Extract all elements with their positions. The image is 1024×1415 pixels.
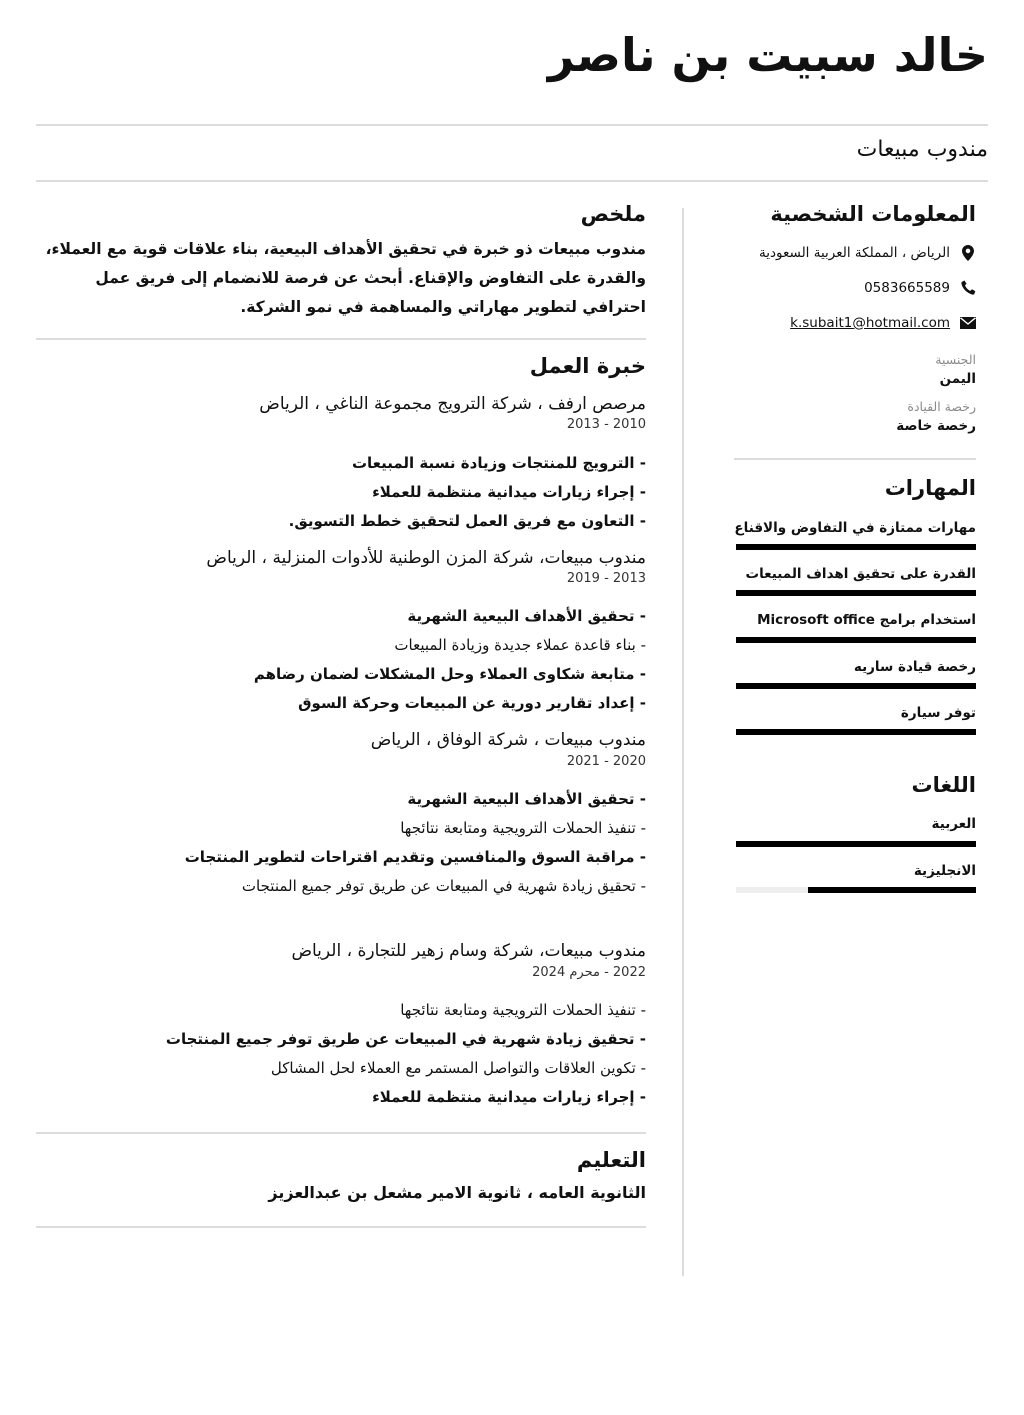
skill-bar xyxy=(736,683,976,689)
skill-bar xyxy=(736,544,976,550)
skill-bar-fill xyxy=(736,544,976,550)
duty-list xyxy=(36,785,646,901)
job-heading: مندوب مبيعات، شركة المزن الوطنية للأدوات المنزلية ، الرياض xyxy=(206,547,646,568)
contact-list xyxy=(734,235,976,340)
job-title: مندوب مبيعات xyxy=(856,137,988,162)
email-link[interactable]: k.subait1@hotmail.com xyxy=(790,314,950,331)
skills-heading: المهارات xyxy=(884,476,976,501)
duty-list xyxy=(36,449,646,536)
email-icon xyxy=(960,317,976,329)
job-heading: مندوب مبيعات، شركة وسام زهير للتجارة ، الرياض xyxy=(291,941,646,962)
contact-phone xyxy=(734,270,976,305)
skill-bar xyxy=(736,637,976,643)
driving-license-value: رخصة خاصة xyxy=(896,418,976,435)
main-column xyxy=(36,200,646,1240)
skill-item xyxy=(734,610,976,642)
education-divider xyxy=(36,1226,646,1228)
languages-heading: اللغات xyxy=(911,773,976,798)
personal-info-heading: المعلومات الشخصية xyxy=(770,202,976,226)
skill-bar xyxy=(736,729,976,735)
job-date: 2022 - محرم 2024 xyxy=(532,964,646,980)
duty-item: - تحقيق الأهداف البيعية الشهرية xyxy=(407,790,646,809)
language-item xyxy=(734,861,976,893)
job-heading: مندوب مبيعات ، شركة الوفاق ، الرياض xyxy=(370,730,646,751)
location-text: الرياض ، المملكة العربية السعودية xyxy=(759,244,950,261)
summary-text: مندوب مبيعات ذو خبرة في تحقيق الأهداف البيعية، بناء علاقات قوية مع العملاء، والقدرة على التفاوض والإقناع. أبحث عن فرصة للانضمام إلى فريق عمل احترافي لتطوير مهاراتي والمساهمة في نمو الشركة. xyxy=(45,240,646,317)
skill-bar-fill xyxy=(736,683,976,689)
job-entry xyxy=(36,392,646,536)
duty-item: - متابعة شكاوى العملاء وحل المشكلات لضمان رضاهم xyxy=(253,665,646,684)
language-item xyxy=(734,814,976,846)
duty-item: - إجراء زيارات ميدانية منتظمة للعملاء xyxy=(372,482,646,501)
duty-item: - إجراء زيارات ميدانية منتظمة للعملاء xyxy=(372,1088,646,1107)
skill-name: رخصة قيادة ساريه xyxy=(853,658,976,675)
job-heading: مرصص ارفف ، شركة الترويج مجموعة الناغي ، الرياض xyxy=(259,393,646,414)
duty-item: - تنفيذ الحملات الترويجية ومتابعة نتائجها xyxy=(400,819,646,838)
job-entry xyxy=(36,546,646,719)
skills-list xyxy=(734,518,976,735)
language-bar xyxy=(736,841,976,847)
experience-divider xyxy=(36,1132,646,1134)
skill-item xyxy=(734,657,976,689)
skill-name: استخدام برامج Microsoft office xyxy=(757,612,976,629)
job-entry xyxy=(36,728,646,901)
skill-bar-fill xyxy=(736,729,976,735)
job-date: 2013 - 2019 xyxy=(566,571,646,587)
languages-list xyxy=(734,814,976,893)
header-divider-bottom xyxy=(36,180,988,182)
duty-item: - تكوين العلاقات والتواصل المستمر مع العملاء لحل المشاكل xyxy=(270,1059,646,1078)
skill-bar xyxy=(736,590,976,596)
nationality-value: اليمن xyxy=(939,371,976,388)
duty-list xyxy=(36,602,646,718)
contact-email xyxy=(734,305,976,340)
skill-bar-fill xyxy=(736,637,976,643)
location-pin-icon xyxy=(960,245,976,261)
skill-bar-fill xyxy=(736,590,976,596)
language-bar-fill xyxy=(808,887,976,893)
sidebar xyxy=(734,200,976,893)
candidate-name: خالد سبيت بن ناصر xyxy=(547,28,988,82)
skill-name: مهارات ممتازة في التفاوض والاقناع xyxy=(734,519,976,536)
duty-item: - تحقيق زيادة شهرية في المبيعات عن طريق توفر جميع المنتجات xyxy=(165,1030,646,1049)
duty-list xyxy=(36,996,646,1112)
skill-name: توفر سيارة xyxy=(900,704,976,721)
duty-item: - التعاون مع فريق العمل لتحقيق خطط التسويق. xyxy=(288,511,646,530)
duty-item: - تحقيق الأهداف البيعية الشهرية xyxy=(407,607,646,626)
language-name: الانجليزية xyxy=(913,862,976,879)
language-bar xyxy=(736,887,976,893)
duty-item: - الترويج للمنتجات وزيادة نسبة المبيعات xyxy=(351,453,646,472)
duty-item: - تحقيق زيادة شهرية في المبيعات عن طريق توفر جميع المنتجات xyxy=(241,877,646,896)
nationality-label: الجنسية xyxy=(935,352,976,368)
job-date: 2010 - 2013 xyxy=(566,417,646,433)
summary-divider xyxy=(36,338,646,340)
summary-heading: ملخص xyxy=(580,202,646,226)
duty-item: - بناء قاعدة عملاء جديدة وزيادة المبيعات xyxy=(394,636,646,655)
education-heading: التعليم xyxy=(576,1148,646,1173)
driving-license-label: رخصة القيادة xyxy=(907,399,976,415)
skill-name: القدرة على تحقيق اهداف المبيعات xyxy=(745,566,976,583)
education-text: الثانوية العامه ، ثانوية الامير مشعل بن عبدالعزيز xyxy=(268,1183,646,1203)
job-entry xyxy=(36,939,646,1112)
skill-item xyxy=(734,703,976,735)
phone-icon xyxy=(960,280,976,295)
experience-heading: خبرة العمل xyxy=(529,354,646,379)
duty-item: - تنفيذ الحملات الترويجية ومتابعة نتائجها xyxy=(400,1001,646,1020)
skill-item xyxy=(734,518,976,550)
language-name: العربية xyxy=(931,816,976,833)
duty-item: - مراقبة السوق والمنافسين وتقديم اقتراحات لتطوير المنتجات xyxy=(184,848,646,867)
contact-location xyxy=(734,235,976,270)
job-date: 2020 - 2021 xyxy=(566,754,646,770)
duty-item: - إعداد تقارير دورية عن المبيعات وحركة السوق xyxy=(298,694,646,713)
skill-item xyxy=(734,564,976,596)
header-divider xyxy=(36,124,988,126)
sidebar-divider xyxy=(734,458,976,460)
language-bar-fill xyxy=(736,841,976,847)
phone-text: 0583665589 xyxy=(864,279,950,296)
column-divider xyxy=(682,208,684,1276)
